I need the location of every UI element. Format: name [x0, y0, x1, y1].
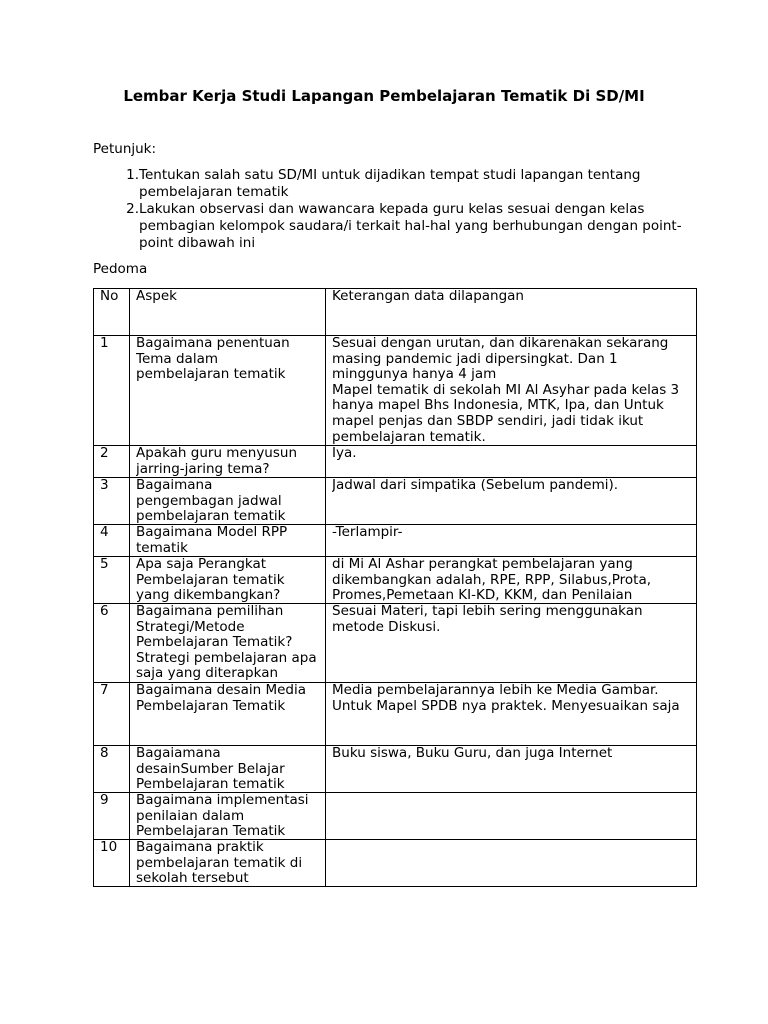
table-row [94, 746, 697, 793]
instruction-item [93, 167, 693, 201]
table-row [94, 336, 697, 446]
section-label: Pedoma [93, 261, 148, 277]
table-row [94, 683, 697, 746]
table-row [94, 840, 697, 887]
cell-no: 8 [94, 746, 130, 793]
cell-keterangan: Jadwal dari simpatika (Sebelum pandemi). [326, 478, 697, 525]
cell-keterangan: Media pembelajarannya lebih ke Media Gambar. Untuk Mapel SPDB nya praktek. Menyesuaikan saja [326, 683, 697, 746]
document-title: Lembar Kerja Studi Lapangan Pembelajaran Tematik Di SD/MI [123, 87, 645, 105]
cell-keterangan [326, 793, 697, 840]
header-aspek: Aspek [130, 289, 326, 336]
cell-keterangan: di Mi Al Ashar perangkat pembelajaran yang dikembangkan adalah, RPE, RPP, Silabus,Prota, Promes,Pemetaan KI-KD, KKM, dan Penilaian [326, 557, 697, 604]
cell-aspek: Apa saja Perangkat Pembelajaran tematik yang dikembangkan? [130, 557, 326, 604]
table-row [94, 557, 697, 604]
cell-no: 10 [94, 840, 130, 887]
cell-aspek: Bagaimana desain Media Pembelajaran Tematik [130, 683, 326, 746]
cell-no: 9 [94, 793, 130, 840]
table-row [94, 604, 697, 683]
cell-aspek: Bagaiamana desainSumber Belajar Pembelajaran tematik [130, 746, 326, 793]
cell-aspek: Bagaimana praktik pembelajaran tematik di sekolah tersebut [130, 840, 326, 887]
header-keterangan: Keterangan data dilapangan [326, 289, 697, 336]
cell-keterangan: Buku siswa, Buku Guru, dan juga Internet [326, 746, 697, 793]
cell-no: 5 [94, 557, 130, 604]
instructions-heading: Petunjuk: [93, 141, 157, 157]
cell-aspek: Bagaimana pemilihan Strategi/Metode Pembelajaran Tematik? Strategi pembelajaran apa saja yang diterapkan [130, 604, 326, 683]
header-no: No [94, 289, 130, 336]
cell-no: 4 [94, 525, 130, 557]
cell-keterangan [326, 840, 697, 887]
cell-keterangan: Sesuai dengan urutan, dan dikarenakan sekarang masing pandemic jadi dipersingkat. Dan 1 minggunya hanya 4 jam Mapel tematik di sekolah MI Al Asyhar pada kelas 3 hanya mapel Bhs Indonesia, MTK, Ipa, dan Untuk mapel penjas dan SBDP sendiri, jadi tidak ikut pembelajaran tematik. [326, 336, 697, 446]
table-row [94, 793, 697, 840]
cell-aspek: Bagaimana penentuan Tema dalam pembelajaran tematik [130, 336, 326, 446]
table-row [94, 525, 697, 557]
observation-guide-table [93, 288, 697, 887]
cell-keterangan: Iya. [326, 446, 697, 478]
cell-aspek: Bagaimana Model RPP tematik [130, 525, 326, 557]
cell-no: 3 [94, 478, 130, 525]
cell-keterangan: Sesuai Materi, tapi lebih sering menggunakan metode Diskusi. [326, 604, 697, 683]
cell-aspek: Bagaimana implementasi penilaian dalam Pembelajaran Tematik [130, 793, 326, 840]
cell-no: 6 [94, 604, 130, 683]
cell-aspek: Apakah guru menyusun jarring-jaring tema? [130, 446, 326, 478]
cell-no: 1 [94, 336, 130, 446]
instruction-number: 1. [126, 167, 139, 183]
instruction-text: Lakukan observasi dan wawancara kepada guru kelas sesuai dengan kelas pembagian kelompok saudara/i terkait hal-hal yang berhubungan dengan point-point dibawah ini [139, 201, 682, 251]
instruction-list [93, 167, 693, 252]
cell-no: 7 [94, 683, 130, 746]
table-row [94, 478, 697, 525]
table-row [94, 446, 697, 478]
cell-aspek: Bagaimana pengembagan jadwal pembelajaran tematik [130, 478, 326, 525]
instruction-item [93, 201, 693, 252]
instruction-text: Tentukan salah satu SD/MI untuk dijadikan tempat studi lapangan tentang pembelajaran tematik [139, 167, 641, 200]
table-header-row [94, 289, 697, 336]
instruction-number: 2. [126, 201, 139, 217]
cell-keterangan: -Terlampir- [326, 525, 697, 557]
cell-no: 2 [94, 446, 130, 478]
